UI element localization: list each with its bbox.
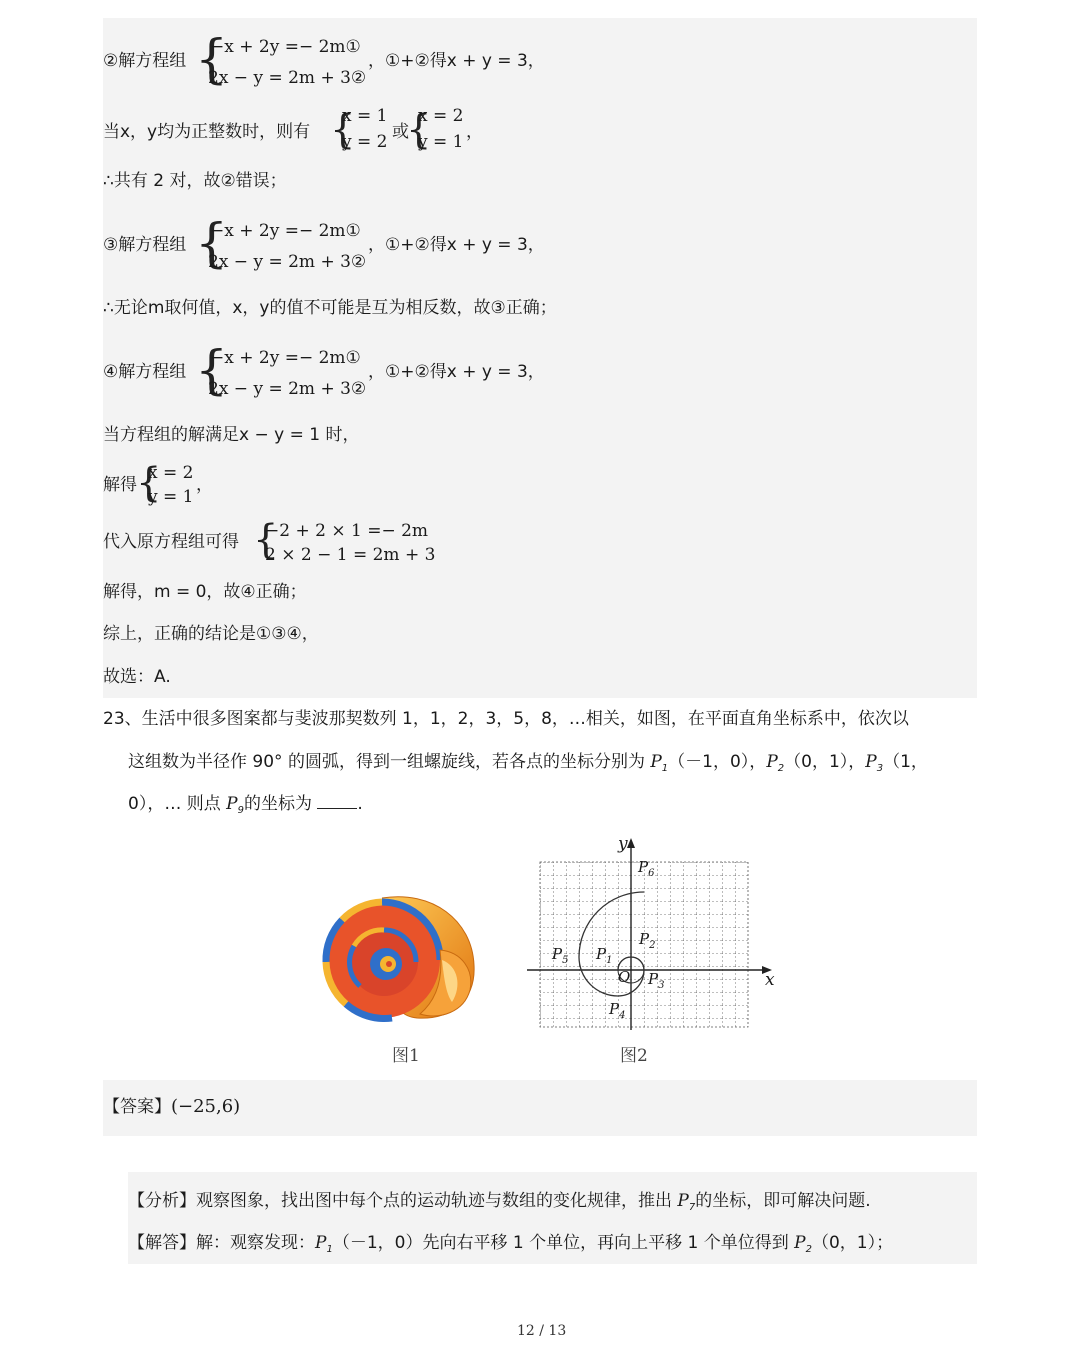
conclusion-3: ∴无论m取何值，x，y的值不可能是互为相反数，故③正确； [103, 298, 557, 318]
condition-line: 当方程组的解满足x − y = 1 时， [103, 425, 360, 445]
axis-x-label: x [765, 970, 775, 990]
answer-blank [317, 794, 357, 809]
comma: ， [466, 122, 483, 142]
point-p6-label: $P_6$ [638, 858, 655, 879]
choice-line: 故选：A. [103, 667, 171, 687]
nautilus-shell-image [322, 890, 482, 1025]
solve-prefix: 解得 [103, 475, 137, 495]
axis-y-label: y [618, 834, 628, 854]
conclusion-2: ∴共有 2 对，故②错误； [103, 171, 287, 191]
question-23-line2: 这组数为半径作 90° 的圆弧，得到一组螺旋线，若各点的坐标分别为 $P_1(-1$，0），$P_2(0$，1），$P_3(1$， [128, 752, 928, 774]
brace-left: { [406, 107, 432, 153]
question-23-line3: 0），… 则点 $P_9$的坐标为 . [128, 794, 363, 816]
brace-left: { [195, 341, 229, 401]
point-p2-label: $P_2$ [639, 930, 656, 951]
question-23-line1: 23、生活中很多图案都与斐波那契数列 1，1，2，3，5，8，…相关，如图，在平面直角坐标系中，依次以 [103, 709, 909, 729]
line-3-prefix: ③解方程组 [103, 235, 187, 255]
m-value-line: 解得，m = 0，故④正确； [103, 582, 307, 602]
system-top: −x + 2y =− 2m① [210, 37, 361, 57]
system-top: −x + 2y =− 2m① [210, 348, 361, 368]
system-bottom: 2x − y = 2m + 3② [208, 379, 367, 399]
answer-value: (−25,6) [171, 1096, 241, 1117]
figure-2-caption: 图2 [620, 1046, 648, 1066]
system-bottom: 2x − y = 2m + 3② [208, 252, 367, 272]
answer-label: 【答案】 [103, 1097, 171, 1117]
positive-int-line: 当x，y均为正整数时，则有 [103, 122, 311, 142]
substitute-top: −2 + 2 × 1 =− 2m [265, 521, 429, 541]
solve-bottom: y = 1 [148, 487, 194, 507]
line-2-suffix: ，①+②得x + y = 3， [368, 51, 545, 71]
solve-top: x = 2 [148, 463, 194, 483]
answer-line [103, 1096, 240, 1118]
line-3-suffix: ，①+②得x + y = 3， [368, 235, 545, 255]
substitute-prefix: 代入原方程组可得 [103, 532, 239, 552]
figure-1-caption: 图1 [392, 1046, 420, 1066]
substitute-bottom: 2 × 2 − 1 = 2m + 3 [265, 545, 436, 565]
system-top: −x + 2y =− 2m① [210, 221, 361, 241]
solution-b-bottom: y = 1 [418, 132, 464, 152]
brace-left: { [195, 30, 229, 90]
solution-b-top: x = 2 [418, 106, 464, 126]
system-bottom: 2x − y = 2m + 3② [208, 68, 367, 88]
brace-left: { [253, 517, 279, 563]
or-word: 或 [392, 122, 409, 142]
solution-line: 【解答】解：观察发现：$P_1(-1$，0）先向右平移 1 个单位，再向上平移 1 个单位得到 $P_2(0$，1）； [128, 1233, 894, 1255]
line-4-prefix: ④解方程组 [103, 362, 187, 382]
solution-a-top: x = 1 [342, 106, 388, 126]
origin-label: O [618, 968, 631, 986]
page-number: 12 / 13 [517, 1323, 567, 1339]
summary-line: 综上，正确的结论是①③④， [103, 624, 319, 644]
comma: ， [196, 475, 213, 495]
line-4-suffix: ，①+②得x + y = 3， [368, 362, 545, 382]
point-p3-label: $P_3$ [648, 970, 665, 991]
point-p5-label: $P_5$ [552, 945, 569, 966]
brace-left: { [195, 214, 229, 274]
solution-a-bottom: y = 2 [342, 132, 388, 152]
point-p4-label: $P_4$ [609, 1000, 626, 1021]
brace-left: { [136, 460, 162, 506]
point-p1-label: $P_1$ [596, 945, 613, 966]
brace-left: { [330, 107, 356, 153]
line-2-prefix: ②解方程组 [103, 51, 187, 71]
analysis-line: 【分析】观察图象，找出图中每个点的运动轨迹与数组的变化规律，推出 $P_7$的坐标，即可解决问题. [128, 1191, 871, 1213]
